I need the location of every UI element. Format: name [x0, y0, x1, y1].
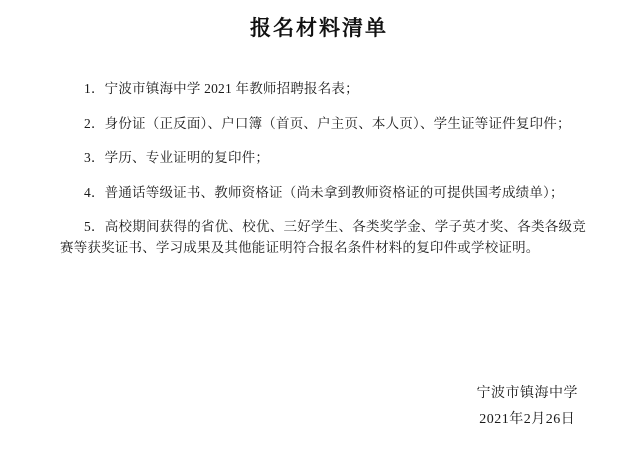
materials-list	[40, 79, 598, 259]
signature-organization: 宁波市镇海中学	[476, 385, 578, 401]
list-item: 5．高校期间获得的省优、校优、三好学生、各类奖学金、学子英才奖、各类各级竞赛等获奖证书、学习成果及其他能证明符合报名条件材料的复印件或学校证明。	[60, 219, 586, 255]
document-page	[0, 14, 638, 470]
page-title: 报名材料清单	[250, 16, 388, 40]
list-item: 2．身份证（正反面）、户口簿（首页、户主页、本人页）、学生证等证件复印件；	[84, 115, 571, 131]
signature	[477, 381, 579, 434]
list-item: 1．宁波市镇海中学 2021 年教师招聘报名表；	[84, 81, 359, 97]
signature-date: 2021年2月26日	[479, 412, 576, 428]
list-item: 4．普通话等级证书、教师资格证（尚未拿到教师资格证的可提供国考成绩单）；	[84, 184, 564, 200]
list-item: 3．学历、专业证明的复印件；	[84, 150, 270, 166]
